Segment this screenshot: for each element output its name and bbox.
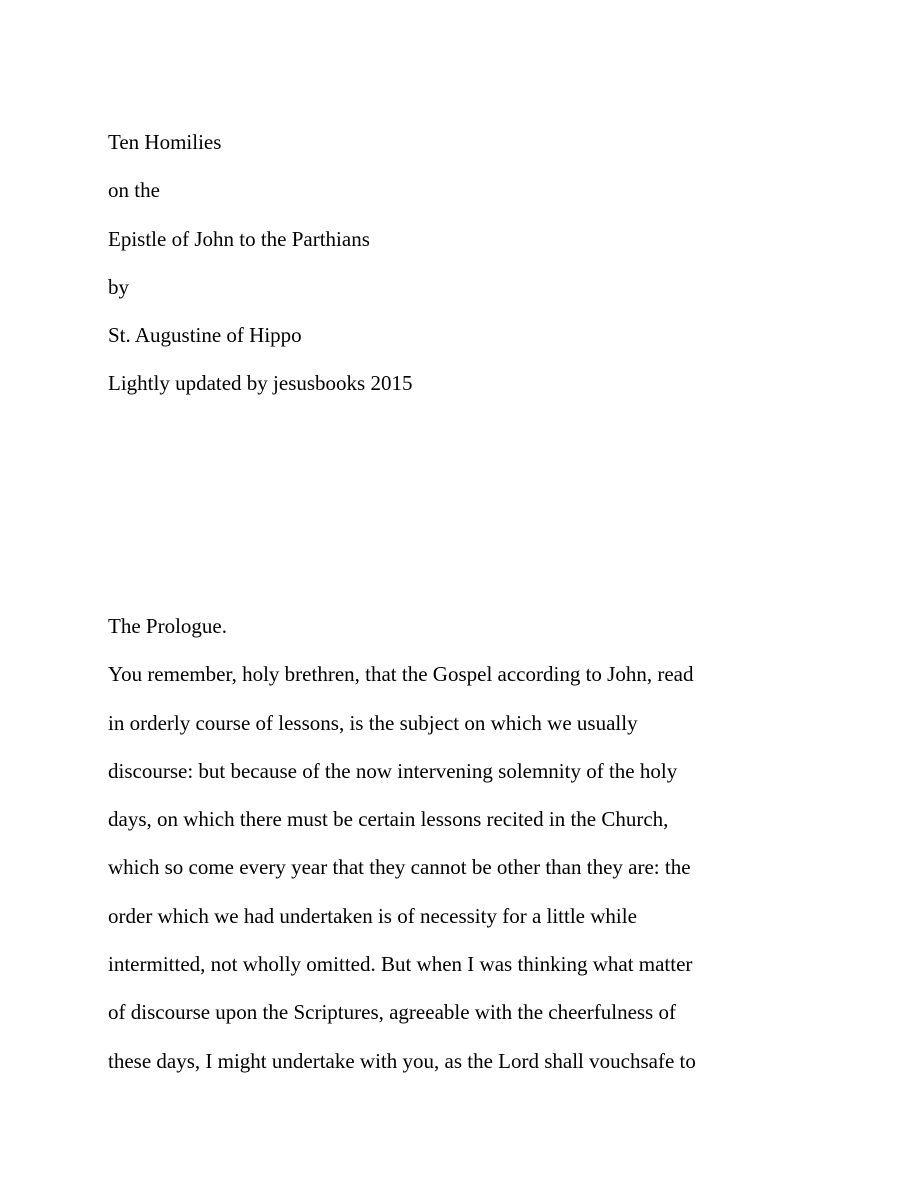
title-line-by: by	[108, 274, 129, 299]
body-text-line: order which we had undertaken is of necessity for a little while	[108, 903, 637, 928]
title-block	[108, 130, 808, 420]
title-line-epistle: Epistle of John to the Parthians	[108, 226, 370, 251]
body-text-line: days, on which there must be certain lessons recited in the Church,	[108, 807, 669, 832]
title-line-author: St. Augustine of Hippo	[108, 323, 302, 348]
body-text-line: of discourse upon the Scriptures, agreeable with the cheerfulness of	[108, 1000, 676, 1025]
body-text-line: which so come every year that they cannot be other than they are: the	[108, 855, 691, 880]
body-text-line: discourse: but because of the now intervening solemnity of the holy	[108, 758, 678, 783]
body-text-line: You remember, holy brethren, that the Gospel according to John, read	[108, 662, 694, 687]
body-text-line: these days, I might undertake with you, as the Lord shall vouchsafe to	[108, 1048, 696, 1073]
title-line-main: Ten Homilies	[108, 130, 222, 154]
title-line-on-the: on the	[108, 178, 160, 203]
prologue-section	[108, 614, 808, 1097]
prologue-heading: The Prologue.	[108, 614, 227, 638]
title-line-update-note: Lightly updated by jesusbooks 2015	[108, 371, 413, 396]
body-text-line: intermitted, not wholly omitted. But when I was thinking what matter	[108, 952, 693, 977]
body-text-line: in orderly course of lessons, is the subject on which we usually	[108, 710, 638, 735]
